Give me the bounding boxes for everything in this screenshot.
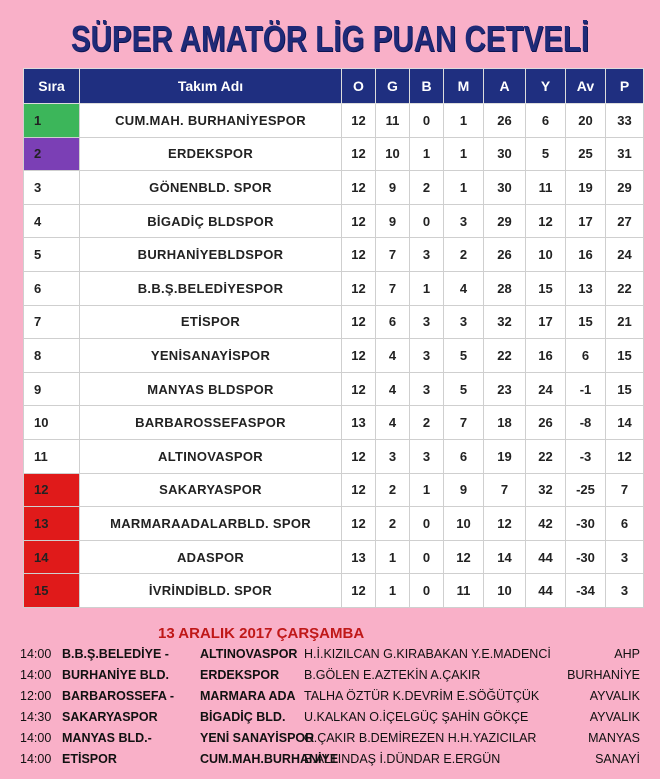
page-title: SÜPER AMATÖR LİG PUAN CETVELİ [70,18,590,59]
column-header: Takım Adı [80,69,342,104]
fixture-venue: AYVALIK [589,689,640,703]
fixture-time: 14:00 [20,752,52,766]
cell-team: MARMARAADALARBLD. SPOR [80,507,342,541]
cell-p: 22 [606,271,644,305]
cell-av: 17 [566,204,606,238]
fixture-venue: BURHANİYE [567,668,640,682]
cell-b: 0 [410,104,444,138]
cell-a: 12 [484,507,526,541]
cell-team: CUM.MAH. BURHANİYESPOR [80,104,342,138]
table-row [24,540,644,574]
cell-y: 11 [526,171,566,205]
fixture-list [20,645,640,771]
cell-p: 14 [606,406,644,440]
cell-rank: 9 [24,372,80,406]
table-row [24,574,644,608]
cell-m: 1 [444,104,484,138]
cell-b: 1 [410,271,444,305]
cell-o: 12 [342,137,376,171]
fixture-time: 14:00 [20,647,52,661]
cell-o: 12 [342,473,376,507]
cell-rank: 10 [24,406,80,440]
cell-g: 4 [376,339,410,373]
cell-y: 10 [526,238,566,272]
cell-team: BİGADİÇ BLDSPOR [80,204,342,238]
fixture-row [20,666,640,687]
cell-av: 25 [566,137,606,171]
cell-m: 5 [444,372,484,406]
cell-b: 0 [410,574,444,608]
table-row [24,271,644,305]
cell-g: 9 [376,204,410,238]
cell-b: 2 [410,171,444,205]
cell-b: 3 [410,238,444,272]
cell-a: 28 [484,271,526,305]
table-row [24,339,644,373]
table-row [24,171,644,205]
cell-m: 9 [444,473,484,507]
cell-m: 12 [444,540,484,574]
cell-p: 21 [606,305,644,339]
cell-b: 3 [410,339,444,373]
cell-o: 12 [342,439,376,473]
cell-p: 24 [606,238,644,272]
cell-av: 6 [566,339,606,373]
cell-y: 16 [526,339,566,373]
cell-team: B.B.Ş.BELEDİYESPOR [80,271,342,305]
cell-av: 20 [566,104,606,138]
cell-y: 17 [526,305,566,339]
cell-rank: 1 [24,104,80,138]
cell-m: 6 [444,439,484,473]
fixture-away: MARMARA ADA [200,689,296,703]
fixture-venue: AYVALIK [589,710,640,724]
cell-b: 1 [410,137,444,171]
cell-g: 1 [376,574,410,608]
cell-o: 12 [342,574,376,608]
cell-o: 13 [342,540,376,574]
fixture-away: ALTINOVASPOR [200,647,298,661]
cell-b: 0 [410,204,444,238]
cell-o: 12 [342,238,376,272]
column-header: P [606,69,644,104]
cell-o: 12 [342,204,376,238]
fixture-home: BURHANİYE BLD. [62,668,169,682]
fixture-home: BARBAROSSEFA - [62,689,175,703]
cell-rank: 4 [24,204,80,238]
cell-p: 29 [606,171,644,205]
cell-y: 32 [526,473,566,507]
fixture-referees: O.ÇAKIR B.DEMİREZEN H.H.YAZICILAR [304,731,537,745]
fixture-away: BİGADİÇ BLD. [200,710,286,724]
cell-a: 26 [484,104,526,138]
cell-av: 16 [566,238,606,272]
cell-a: 18 [484,406,526,440]
cell-g: 9 [376,171,410,205]
fixture-referees: B.GÖLEN E.AZTEKİN A.ÇAKIR [304,668,481,682]
fixture-referees: TALHA ÖZTÜR K.DEVRİM E.SÖĞÜTÇÜK [304,689,540,703]
column-header: B [410,69,444,104]
cell-p: 7 [606,473,644,507]
cell-p: 27 [606,204,644,238]
cell-y: 15 [526,271,566,305]
fixture-referees: B.ALTINDAŞ İ.DÜNDAR E.ERGÜN [304,752,501,766]
cell-m: 11 [444,574,484,608]
cell-m: 3 [444,305,484,339]
cell-rank: 7 [24,305,80,339]
cell-o: 12 [342,507,376,541]
table-row [24,507,644,541]
cell-m: 5 [444,339,484,373]
table-row [24,372,644,406]
fixture-home: MANYAS BLD.- [62,731,152,745]
cell-b: 3 [410,372,444,406]
cell-g: 2 [376,473,410,507]
cell-a: 29 [484,204,526,238]
cell-m: 2 [444,238,484,272]
fixture-referees: U.KALKAN O.İÇELGÜÇ ŞAHİN GÖKÇE [304,710,529,724]
standings-table [23,68,644,608]
cell-p: 3 [606,540,644,574]
cell-g: 2 [376,507,410,541]
cell-y: 5 [526,137,566,171]
table-row [24,137,644,171]
column-header: O [342,69,376,104]
cell-av: 13 [566,271,606,305]
fixture-venue: SANAYİ [595,752,640,766]
cell-a: 14 [484,540,526,574]
fixture-venue: MANYAS [588,731,640,745]
cell-y: 24 [526,372,566,406]
cell-y: 12 [526,204,566,238]
cell-a: 32 [484,305,526,339]
cell-av: -30 [566,540,606,574]
cell-team: MANYAS BLDSPOR [80,372,342,406]
cell-p: 15 [606,339,644,373]
fixture-time: 14:00 [20,668,52,682]
cell-rank: 5 [24,238,80,272]
fixture-time: 12:00 [20,689,52,703]
cell-rank: 13 [24,507,80,541]
cell-team: SAKARYASPOR [80,473,342,507]
cell-p: 3 [606,574,644,608]
cell-rank: 11 [24,439,80,473]
cell-y: 26 [526,406,566,440]
cell-g: 7 [376,271,410,305]
cell-av: -30 [566,507,606,541]
cell-b: 3 [410,305,444,339]
cell-g: 1 [376,540,410,574]
fixture-home: B.B.Ş.BELEDİYE - [62,647,169,661]
cell-team: BARBAROSSEFASPOR [80,406,342,440]
table-header-row [24,69,644,104]
cell-m: 7 [444,406,484,440]
fixture-time: 14:00 [20,731,52,745]
cell-team: GÖNENBLD. SPOR [80,171,342,205]
fixture-referees: H.İ.KIZILCAN G.KIRABAKAN Y.E.MADENCİ [304,647,551,661]
cell-rank: 12 [24,473,80,507]
fixture-time: 14:30 [20,710,52,724]
cell-team: ETİSPOR [80,305,342,339]
cell-p: 33 [606,104,644,138]
cell-team: ERDEKSPOR [80,137,342,171]
cell-p: 6 [606,507,644,541]
cell-m: 1 [444,137,484,171]
cell-av: 15 [566,305,606,339]
standings-table-container [23,68,633,608]
cell-g: 10 [376,137,410,171]
cell-o: 12 [342,372,376,406]
cell-a: 19 [484,439,526,473]
fixture-away: ERDEKSPOR [200,668,280,682]
cell-b: 3 [410,439,444,473]
cell-av: -25 [566,473,606,507]
cell-g: 4 [376,406,410,440]
cell-b: 0 [410,540,444,574]
cell-rank: 14 [24,540,80,574]
cell-a: 30 [484,137,526,171]
table-row [24,204,644,238]
cell-y: 42 [526,507,566,541]
cell-a: 30 [484,171,526,205]
cell-av: -1 [566,372,606,406]
cell-p: 15 [606,372,644,406]
cell-rank: 3 [24,171,80,205]
cell-rank: 2 [24,137,80,171]
cell-a: 23 [484,372,526,406]
cell-o: 13 [342,406,376,440]
cell-p: 12 [606,439,644,473]
cell-m: 3 [444,204,484,238]
table-row [24,406,644,440]
fixture-row [20,750,640,771]
cell-g: 3 [376,439,410,473]
cell-av: -3 [566,439,606,473]
cell-y: 6 [526,104,566,138]
cell-b: 1 [410,473,444,507]
fixture-away: CUM.MAH.BURHANİYE [200,752,339,766]
cell-team: ADASPOR [80,540,342,574]
cell-g: 11 [376,104,410,138]
cell-team: ALTINOVASPOR [80,439,342,473]
cell-a: 22 [484,339,526,373]
cell-y: 44 [526,540,566,574]
cell-av: 19 [566,171,606,205]
fixture-home: SAKARYASPOR [62,710,158,724]
cell-a: 7 [484,473,526,507]
cell-av: -34 [566,574,606,608]
table-row [24,439,644,473]
cell-b: 0 [410,507,444,541]
fixture-row [20,729,640,750]
column-header: A [484,69,526,104]
cell-o: 12 [342,104,376,138]
cell-o: 12 [342,305,376,339]
fixture-venue: AHP [614,647,640,661]
cell-m: 4 [444,271,484,305]
cell-team: İVRİNDİBLD. SPOR [80,574,342,608]
fixture-row [20,687,640,708]
table-body [24,104,644,608]
fixture-row [20,708,640,729]
cell-y: 22 [526,439,566,473]
cell-g: 4 [376,372,410,406]
fixture-home: ETİSPOR [62,752,117,766]
cell-rank: 8 [24,339,80,373]
column-header: Sıra [24,69,80,104]
cell-a: 26 [484,238,526,272]
cell-o: 12 [342,339,376,373]
table-row [24,104,644,138]
column-header: M [444,69,484,104]
cell-b: 2 [410,406,444,440]
cell-g: 6 [376,305,410,339]
cell-av: -8 [566,406,606,440]
cell-g: 7 [376,238,410,272]
cell-rank: 6 [24,271,80,305]
table-row [24,473,644,507]
cell-p: 31 [606,137,644,171]
cell-y: 44 [526,574,566,608]
cell-o: 12 [342,171,376,205]
table-row [24,305,644,339]
column-header: Av [566,69,606,104]
fixture-row [20,645,640,666]
fixture-away: YENİ SANAYİSPOR [200,731,315,745]
cell-team: YENİSANAYİSPOR [80,339,342,373]
cell-rank: 15 [24,574,80,608]
table-row [24,238,644,272]
fixture-date: 13 ARALIK 2017 ÇARŞAMBA [158,625,365,642]
cell-m: 10 [444,507,484,541]
cell-a: 10 [484,574,526,608]
cell-m: 1 [444,171,484,205]
column-header: G [376,69,410,104]
cell-team: BURHANİYEBLDSPOR [80,238,342,272]
column-header: Y [526,69,566,104]
cell-o: 12 [342,271,376,305]
